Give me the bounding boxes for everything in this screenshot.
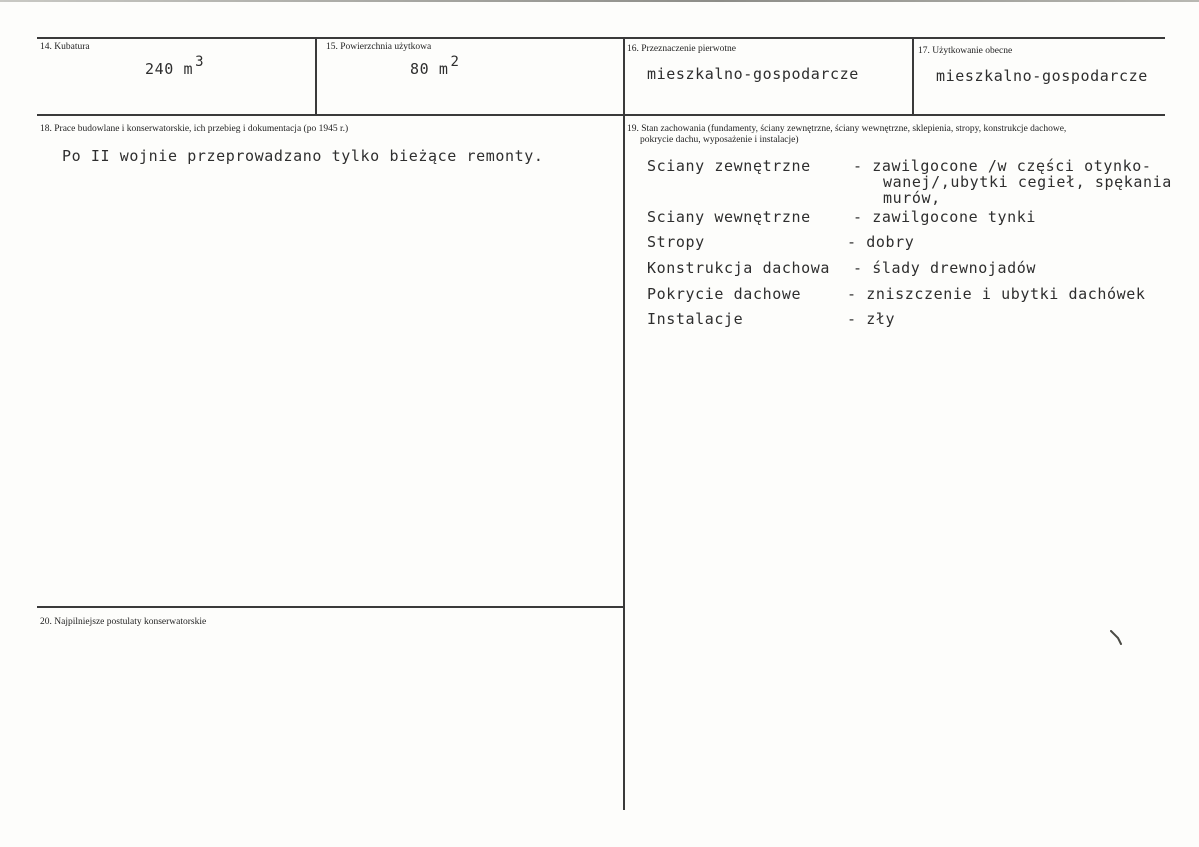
field-15-value: [410, 54, 460, 78]
col-divider-main: [623, 37, 625, 810]
top-rule: [37, 37, 1165, 39]
page-top-edge: [0, 0, 1199, 2]
condition-value: - zły: [847, 310, 896, 328]
condition-name: Sciany zewnętrzne: [647, 157, 811, 175]
field-19-label-line-2: pokrycie dachu, wyposażenie i instalacje): [640, 135, 799, 145]
condition-value-continued: wanej/,ubytki cegieł, spękania: [883, 173, 1172, 191]
condition-name: Pokrycie dachowe: [647, 285, 802, 303]
row-divider-top: [37, 114, 1165, 116]
field-17-label: 17. Użytkowanie obecne: [918, 46, 1013, 56]
field-18-label: 18. Prace budowlane i konserwatorskie, ich przebieg i dokumentacja (po 1945 r.): [40, 124, 349, 134]
condition-row-installations: [647, 310, 1197, 332]
condition-value: - zniszczenie i ubytki dachówek: [847, 285, 1146, 303]
field-16-label: 16. Przeznaczenie pierwotne: [627, 44, 736, 54]
field-15-number: 80 m: [410, 60, 449, 78]
condition-row-ceilings: [647, 233, 1197, 255]
field-14-label: 14. Kubatura: [40, 42, 90, 52]
condition-name: Sciany wewnętrzne: [647, 208, 811, 226]
condition-value: - ślady drewnojadów: [853, 259, 1036, 277]
field-19-label-line-1: 19. Stan zachowania (fundamenty, ściany zewnętrzne, ściany wewnętrzne, sklepienia, stropy, konstrukcje dachowe,: [627, 124, 1067, 134]
condition-row-roofing: [647, 285, 1197, 307]
row-divider-left-bottom: [37, 606, 624, 608]
condition-name: Stropy: [647, 233, 705, 251]
field-15-label: 15. Powierzchnia użytkowa: [326, 42, 432, 52]
field-14-exponent: 3: [195, 54, 205, 70]
condition-row-interior-walls: [647, 208, 1197, 230]
pen-mark: [1110, 630, 1126, 646]
field-20-label: 20. Najpilniejsze postulaty konserwatorskie: [40, 617, 207, 627]
condition-row-roof-structure: [647, 259, 1197, 281]
field-15-exponent: 2: [450, 54, 460, 70]
condition-name: Konstrukcja dachowa: [647, 259, 830, 277]
condition-value: - zawilgocone /w części otynko-: [853, 157, 1152, 175]
condition-value-continued: murów,: [883, 189, 941, 207]
col-divider-14-15: [315, 37, 317, 115]
field-14-value: [145, 54, 205, 78]
col-divider-16-17: [912, 37, 914, 115]
field-18-value: Po II wojnie przeprowadzano tylko bieżące remonty.: [62, 147, 544, 165]
condition-value: - dobry: [847, 233, 915, 251]
field-16-value: mieszkalno-gospodarcze: [647, 65, 859, 83]
condition-name: Instalacje: [647, 310, 744, 328]
field-14-number: 240 m: [145, 60, 194, 78]
condition-value: - zawilgocone tynki: [853, 208, 1036, 226]
field-17-value: mieszkalno-gospodarcze: [936, 67, 1148, 85]
